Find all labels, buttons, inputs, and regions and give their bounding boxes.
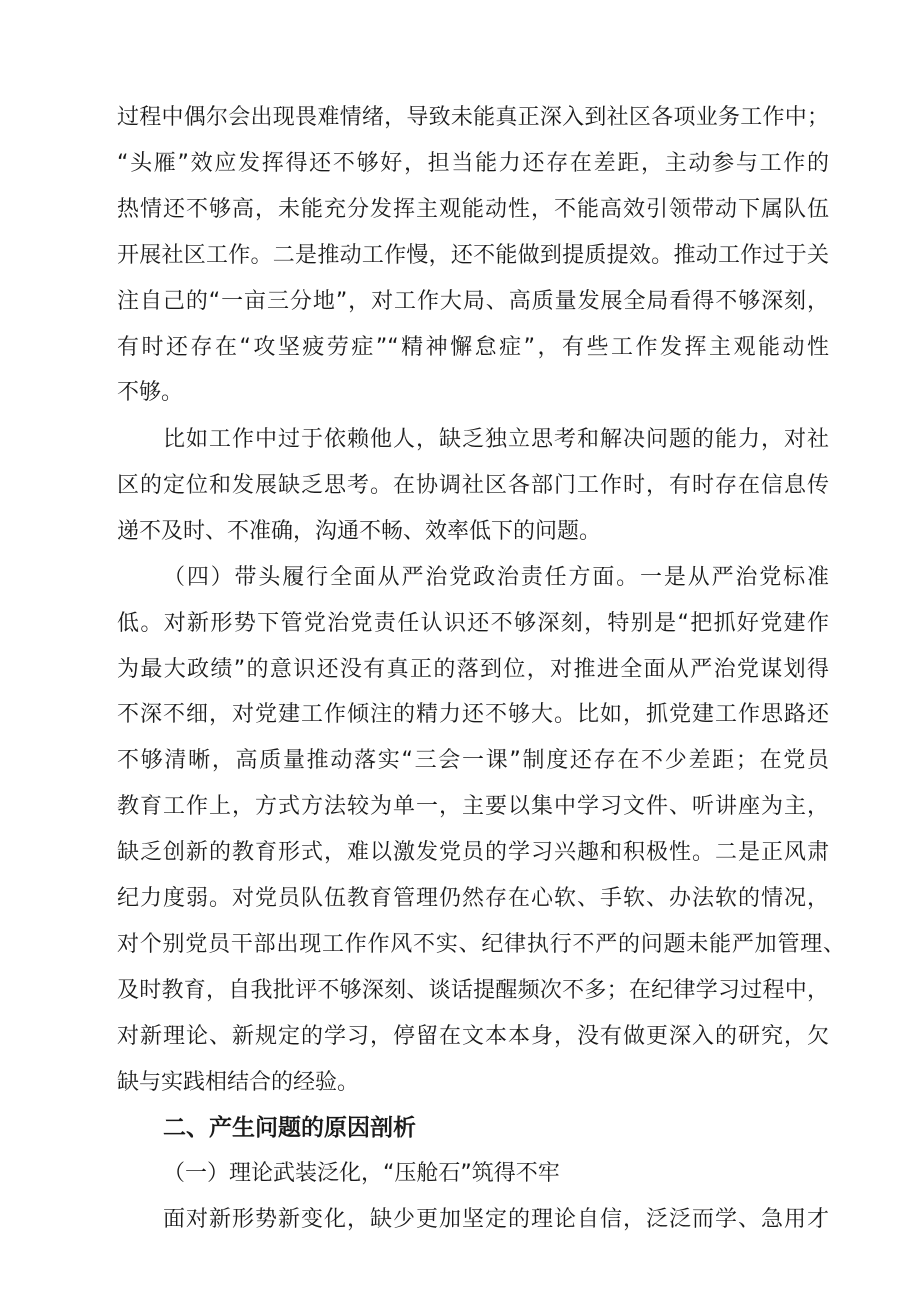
text-line: 教育工作上，方式方法较为单一，主要以集中学习文件、听讲座为主，	[117, 794, 829, 819]
text-line: 对新理论、新规定的学习，停留在文本本身，没有做更深入的研究，欠	[117, 1024, 829, 1049]
text-line: 开展社区工作。二是推动工作慢，还不能做到提质提效。推动工作过于关	[117, 243, 829, 268]
text-line: 纪力度弱。对党员队伍教育管理仍然存在心软、手软、办法软的情况，	[117, 886, 829, 911]
text-line: 注自己的“一亩三分地”，对工作大局、高质量发展全局看得不够深刻，	[117, 289, 829, 314]
text-line: 及时教育，自我批评不够深刻、谈话提醒频次不多；在纪律学习过程中，	[117, 978, 829, 1003]
text-line: 热情还不够高，未能充分发挥主观能动性，不能高效引领带动下属队伍	[117, 197, 829, 222]
subsection-heading: （一）理论武装泛化，“压舱石”筑得不牢	[163, 1161, 560, 1186]
text-line: 缺与实践相结合的经验。	[117, 1070, 360, 1095]
text-line: 有时还存在“攻坚疲劳症”“精神懈怠症”，有些工作发挥主观能动性	[117, 335, 829, 360]
text-line: 不够。	[117, 380, 184, 405]
section-four-heading-line: （四）带头履行全面从严治党政治责任方面。一是从严治党标准	[163, 565, 829, 590]
paragraph-first-line: 比如工作中过于依赖他人，缺乏独立思考和解决问题的能力，对社	[163, 427, 829, 452]
text-line: 低。对新形势下管党治党责任认识还不够深刻，特别是“把抓好党建作	[117, 611, 829, 636]
text-line: 过程中偶尔会出现畏难情绪，导致未能真正深入到社区各项业务工作中；	[117, 105, 829, 130]
text-line: 递不及时、不准确，沟通不畅、效率低下的问题。	[117, 519, 602, 544]
text-line: 对个别党员干部出现工作作风不实、纪律执行不严的问题未能严加管理、	[117, 932, 845, 957]
text-line: “头雁”效应发挥得还不够好，担当能力还存在差距，主动参与工作的	[117, 151, 829, 176]
text-line: 区的定位和发展缺乏思考。在协调社区各部门工作时，有时存在信息传	[117, 473, 829, 498]
paragraph-first-line: 面对新形势新变化，缺少更加坚定的理论自信，泛泛而学、急用才	[163, 1207, 829, 1232]
text-line: 不深不细，对党建工作倾注的精力还不够大。比如，抓党建工作思路还	[117, 702, 829, 727]
text-line: 不够清晰，高质量推动落实“三会一课”制度还存在不少差距；在党员	[117, 748, 829, 773]
section-heading: 二、产生问题的原因剖析	[163, 1115, 416, 1141]
text-line: 为最大政绩”的意识还没有真正的落到位，对推进全面从严治党谋划得	[117, 657, 829, 682]
text-line: 缺乏创新的教育形式，难以激发党员的学习兴趣和积极性。二是正风肃	[117, 840, 829, 865]
